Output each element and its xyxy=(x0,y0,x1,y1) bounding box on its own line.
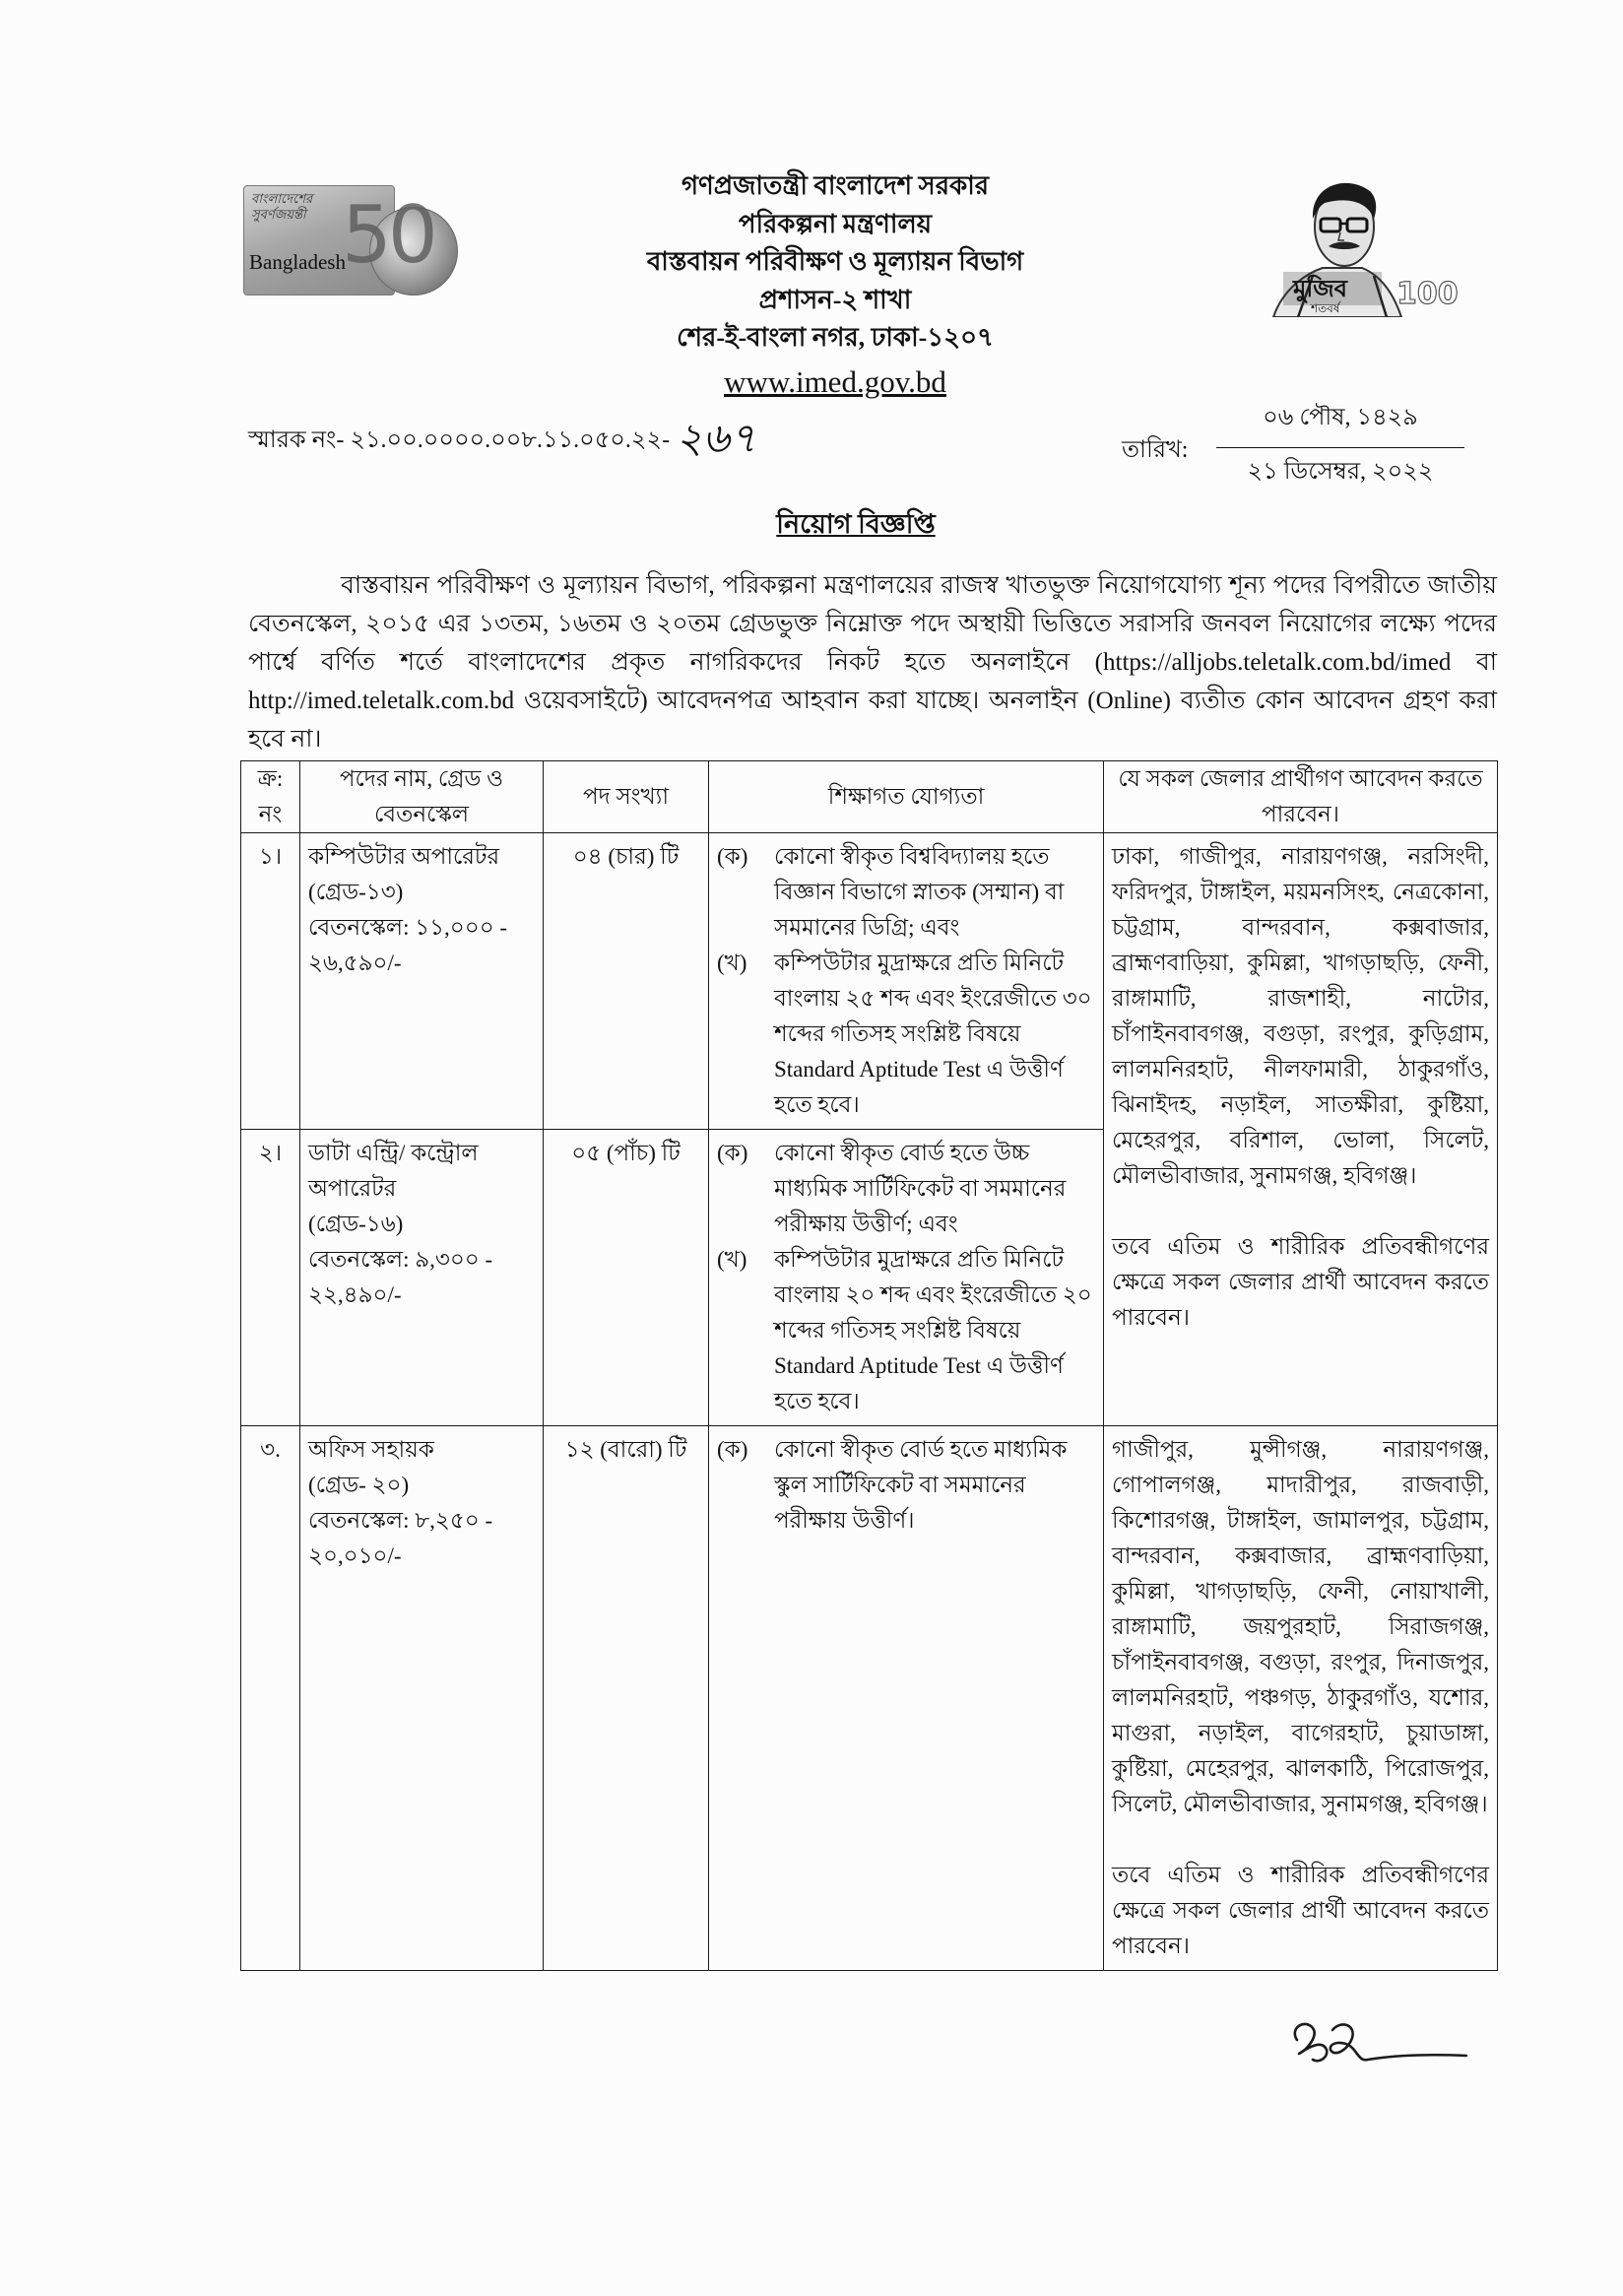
eligible-districts: গাজীপুর, মুন্সীগঞ্জ, নারায়ণগঞ্জ, গোপালগঞ্জ, মাদারীপুর, রাজবাড়ী, কিশোরগঞ্জ, টাঙ্গাইল, জামালপুর, চট্টগ্রাম, বান্দরবান, কক্সবাজার, ব্রাহ্মণবাড়িয়া, কুমিল্লা, খাগড়াছড়ি, ফেনী, নোয়াখালী, রাঙ্গামাটি, জয়পুরহাট, সিরাজগঞ্জ, চাঁপাইনবাবগঞ্জ, বগুড়া, রংপুর, দিনাজপুর, লালমনিরহাট, পঞ্চগড়, ঠাকুরগাঁও, যশোর, মাগুরা, নড়াইল, বাগেরহাট, চুয়াডাঙ্গা, কুষ্টিয়া, মেহেরপুর, ঝালকাঠি, পিরোজপুর, সিলেট, মৌলভীবাজার, সুনামগঞ্জ, হবিগঞ্জ। xyxy=(1112,1437,1489,1816)
date-gregorian: ২১ ডিসেম্বর, ২০২২ xyxy=(1247,459,1434,485)
date-bangla: ০৬ পৌষ, ১৪২৯ xyxy=(1263,405,1418,430)
qualification-text: কম্পিউটার মুদ্রাক্ষরে প্রতি মিনিটে বাংলায় ২০ শব্দ এবং ইংরেজীতে ২০ শব্দের গতিসহ সংশ্লিষ্ট বিষয়ে Standard Aptitude Test এ উত্তীর্ণ হতে হবে। xyxy=(774,1247,1092,1413)
post-name: অফিস সহায়ক xyxy=(308,1437,434,1462)
date-block xyxy=(1216,400,1464,490)
post-grade: (গ্রেড- ২০) xyxy=(308,1473,410,1497)
districts-cell xyxy=(1104,1426,1498,1971)
notice-title-text: নিয়োগ বিজ্ঞপ্তি xyxy=(776,509,936,539)
memo-number xyxy=(248,414,757,462)
notice-title xyxy=(708,506,1004,542)
post-pay-scale: বেতনস্কেল: ৯,৩০০ - ২২,৪৯০/- xyxy=(308,1247,493,1307)
qualification-item xyxy=(717,1242,1095,1419)
date-label: তারিখ: xyxy=(1122,437,1189,463)
table-row xyxy=(241,833,1498,1130)
post-cell xyxy=(300,1130,544,1426)
serial-cell: ২। xyxy=(241,1130,300,1426)
col-header-districts: যে সকল জেলার প্রার্থীগণ আবেদন করতে পারবেন। xyxy=(1104,761,1498,833)
handwritten-signature xyxy=(1283,2010,1470,2079)
qualification-item xyxy=(717,1432,1095,1539)
qualification-text: কোনো স্বীকৃত বোর্ড হতে উচ্চ মাধ্যমিক সার্টিফিকেট বা সমমানের পরীক্ষায় উত্তীর্ণ; এবং xyxy=(774,1141,1067,1236)
qualification-cell xyxy=(709,833,1104,1130)
qualification-label: (ক) xyxy=(717,1437,748,1462)
col-header-qualification: শিক্ষাগত যোগ্যতা xyxy=(709,761,1104,833)
table-row xyxy=(241,1426,1498,1971)
districts-note: তবে এতিম ও শারীরিক প্রতিবন্ধীগণের ক্ষেত্রে সকল জেলার প্রার্থী আবেদন করতে পারবেন। xyxy=(1112,1234,1489,1330)
logo-caption-bn: বাংলাদেশের সুবর্ণজয়ন্তী xyxy=(251,191,313,222)
logo-title-bn: মুজিব xyxy=(1293,277,1348,302)
post-pay-scale: বেতনস্কেল: ৮,২৫০ - ২০,০১০/- xyxy=(308,1508,493,1568)
signature-icon xyxy=(1283,2010,1470,2079)
header-line-government: গণপ্রজাতন্ত্রী বাংলাদেশ সরকার xyxy=(681,171,990,200)
header-line-division: বাস্তবায়ন পরিবীক্ষণ ও মূল্যায়ন বিভাগ xyxy=(646,247,1024,276)
intro-paragraph: বাস্তবায়ন পরিবীক্ষণ ও মূল্যায়ন বিভাগ, পরিকল্পনা মন্ত্রণালয়ের রাজস্ব খাতভুক্ত নিয়োগযোগ্য শূন্য পদের বিপরীতে জাতীয় বেতনস্কেল, ২০১৫ এর ১৩তম, ১৬তম ও ২০তম গ্রেডভুক্ত নিম্নোক্ত পদে অস্থায়ী ভিত্তিতে সরাসরি জনবল নিয়োগের লক্ষ্যে পদের পার্শ্বে বর্ণিত শর্তে বাংলাদেশের প্রকৃত নাগরিকদের নিকট হতে অনলাইনে (https://alljobs.teletalk.com.bd/imed বা http://imed.teletalk.com.bd ওয়েবসাইটে) আবেদনপত্র আহবান করা যাচ্ছে। অনলাইন (Online) ব্যতীত কোন আবেদন গ্রহণ করা হবে না। xyxy=(248,572,1497,753)
vacancy-table xyxy=(240,760,1498,1971)
serial-cell: ১। xyxy=(241,833,300,1130)
qualification-label: (খ) xyxy=(717,951,747,975)
date-divider xyxy=(1216,447,1464,448)
col-header-post: পদের নাম, গ্রেড ও বেতনস্কেল xyxy=(300,761,544,833)
qualification-item xyxy=(717,946,1095,1123)
mujib-centenary-logo xyxy=(1254,169,1461,317)
districts-cell xyxy=(1104,833,1498,1426)
post-name: কম্পিউটার অপারেটর xyxy=(308,844,500,869)
header-line-branch: প্রশাসন-২ শাখা xyxy=(758,285,912,314)
col-header-count: পদ সংখ্যা xyxy=(544,761,709,833)
memo-handwritten-number: ২৬৭ xyxy=(676,414,757,462)
post-grade: (গ্রেড-১৩) xyxy=(308,880,404,904)
qualification-text: কম্পিউটার মুদ্রাক্ষরে প্রতি মিনিটে বাংলায় ২৫ শব্দ এবং ইংরেজীতে ৩০ শব্দের গতিসহ সংশ্লিষ্ট বিষয়ে Standard Aptitude Test এ উত্তীর্ণ হতে হবে। xyxy=(774,951,1092,1117)
serial-cell: ৩. xyxy=(241,1426,300,1971)
logo-number: 50 xyxy=(342,189,434,281)
qualification-cell xyxy=(709,1426,1104,1971)
eligible-districts: ঢাকা, গাজীপুর, নারায়ণগঞ্জ, নরসিংদী, ফরিদপুর, টাঙ্গাইল, ময়মনসিংহ, নেত্রকোনা, চট্টগ্রাম, বান্দরবান, কক্সবাজার, ব্রাহ্মণবাড়িয়া, কুমিল্লা, খাগড়াছড়ি, ফেনী, রাঙ্গামাটি, রাজশাহী, নাটোর, চাঁপাইনবাবগঞ্জ, বগুড়া, রংপুর, কুড়িগ্রাম, লালমনিরহাট, নীলফামারী, ঠাকুরগাঁও, ঝিনাইদহ, নড়াইল, সাতক্ষীরা, কুষ্টিয়া, মেহেরপুর, বরিশাল, ভোলা, সিলেট, মৌলভীবাজার, সুনামগঞ্জ, হবিগঞ্জ। xyxy=(1112,844,1489,1188)
post-cell xyxy=(300,1426,544,1971)
table-header-row xyxy=(241,761,1498,833)
letterhead xyxy=(441,167,1229,404)
logo-subtitle-bn: শতবর্ষ xyxy=(1311,301,1340,315)
header-line-address: শের-ই-বাংলা নগর, ঢাকা-১২০৭ xyxy=(677,323,994,352)
post-count-cell: ১২ (বারো) টি xyxy=(544,1426,709,1971)
post-count-cell: ০৪ (চার) টি xyxy=(544,833,709,1130)
qualification-item xyxy=(717,1136,1095,1242)
post-count-cell: ০৫ (পাঁচ) টি xyxy=(544,1130,709,1426)
qualification-text: কোনো স্বীকৃত বিশ্ববিদ্যালয় হতে বিজ্ঞান বিভাগে স্নাতক (সম্মান) বা সমমানের ডিগ্রি; এবং xyxy=(774,844,1065,940)
memo-number-text: স্মারক নং- ২১.০০.০০০০.০০৮.১১.০৫০.২২- xyxy=(248,427,671,453)
post-name: ডাটা এন্ট্রি/ কন্ট্রোল অপারেটর xyxy=(308,1141,479,1201)
logo-number: 100 xyxy=(1396,277,1459,311)
qualification-label: (খ) xyxy=(717,1247,747,1272)
notice-body xyxy=(240,566,1497,2079)
qualification-item xyxy=(717,839,1095,946)
logo-caption-en: Bangladesh xyxy=(249,250,346,274)
header-line-ministry: পরিকল্পনা মন্ত্রণালয় xyxy=(738,209,933,238)
post-grade: (গ্রেড-১৬) xyxy=(308,1212,404,1236)
header-website: www.imed.gov.bd xyxy=(724,363,946,399)
post-pay-scale: বেতনস্কেল: ১১,০০০ - ২৬,৫৯০/- xyxy=(308,915,508,975)
districts-note: তবে এতিম ও শারীরিক প্রতিবন্ধীগণের ক্ষেত্রে সকল জেলার প্রার্থী আবেদন করতে পারবেন। xyxy=(1112,1863,1489,1958)
qualification-label: (ক) xyxy=(717,1141,748,1165)
qualification-cell xyxy=(709,1130,1104,1426)
qualification-text: কোনো স্বীকৃত বোর্ড হতে মাধ্যমিক স্কুল সার্টিফিকেট বা সমমানের পরীক্ষায় উত্তীর্ণ। xyxy=(774,1437,1068,1533)
col-header-serial: ক্র: নং xyxy=(241,761,300,833)
qualification-label: (ক) xyxy=(717,844,748,869)
golden-jubilee-logo xyxy=(243,177,473,302)
post-cell xyxy=(300,833,544,1130)
